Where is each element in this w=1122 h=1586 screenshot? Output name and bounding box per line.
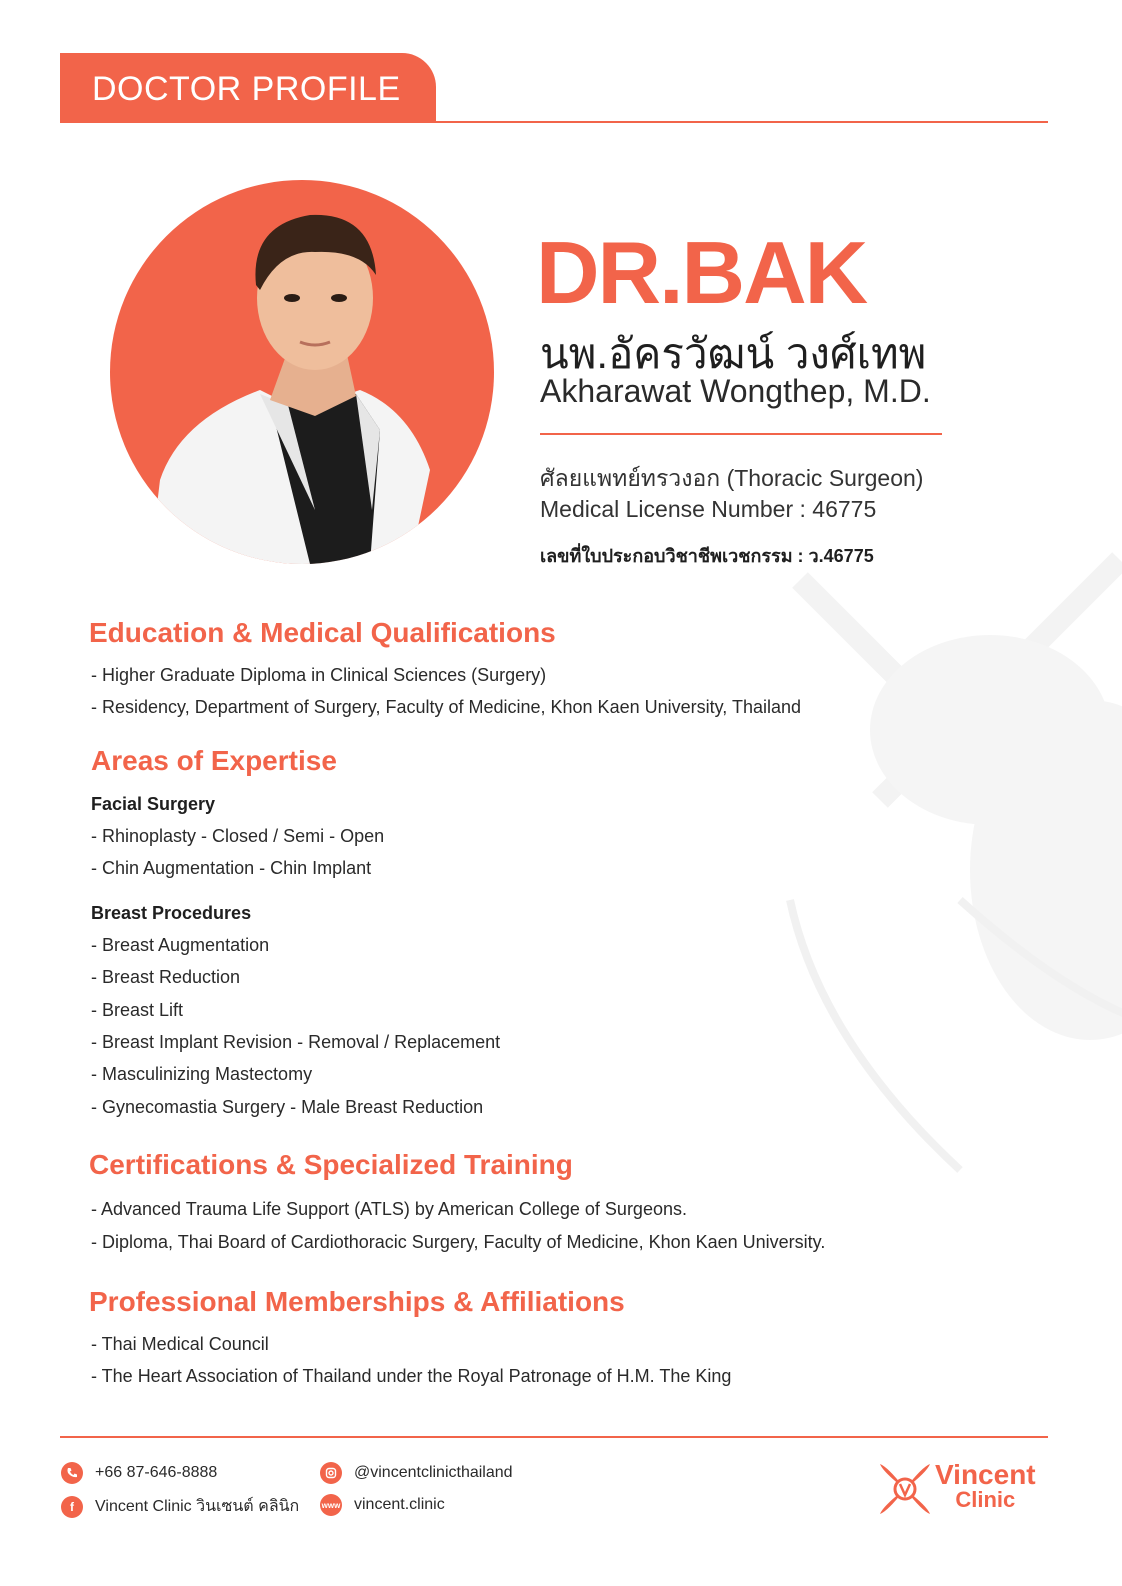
doctor-thai-name: นพ.อัครวัฒน์ วงศ์เทพ bbox=[540, 330, 927, 377]
education-heading: Education & Medical Qualifications bbox=[89, 617, 556, 648]
memberships-heading: Professional Memberships & Affiliations bbox=[89, 1286, 625, 1317]
license-number-th: เลขที่ใบประกอบวิชาชีพเวชกรรม : ว.46775 bbox=[540, 546, 874, 566]
facial-surgery-heading: Facial Surgery bbox=[91, 794, 216, 814]
list-item: - Residency, Department of Surgery, Faculty of Medicine, Khon Kaen University, Thailand bbox=[91, 697, 801, 717]
facebook-contact[interactable] bbox=[61, 1494, 299, 1519]
header-divider bbox=[60, 121, 1048, 123]
list-item: - Thai Medical Council bbox=[91, 1334, 269, 1354]
breast-procedures-heading: Breast Procedures bbox=[91, 903, 252, 923]
license-number-en: Medical License Number : 46775 bbox=[540, 496, 877, 522]
footer-divider bbox=[60, 1436, 1048, 1438]
instagram-handle: @vincentclinicthailand bbox=[354, 1464, 513, 1481]
website-contact[interactable] bbox=[320, 1494, 445, 1516]
watermark-flower-icon bbox=[760, 540, 1122, 1180]
list-item: - Breast Implant Revision - Removal / Replacement bbox=[91, 1032, 501, 1052]
list-item: - Higher Graduate Diploma in Clinical Sciences (Surgery) bbox=[91, 665, 547, 685]
list-item: - Gynecomastia Surgery - Male Breast Reduction bbox=[91, 1097, 484, 1117]
list-item: - Masculinizing Mastectomy bbox=[91, 1064, 313, 1084]
header-tab bbox=[60, 53, 436, 123]
phone-contact[interactable] bbox=[61, 1462, 217, 1484]
list-item: - Chin Augmentation - Chin Implant bbox=[91, 858, 372, 878]
list-item: - Breast Reduction bbox=[91, 967, 241, 987]
facebook-name: Vincent Clinic วินเซนต์ คลินิก bbox=[95, 1498, 300, 1515]
logo-line-1: Vincent bbox=[935, 1459, 1036, 1490]
list-item: - Advanced Trauma Life Support (ATLS) by American College of Surgeons. bbox=[91, 1199, 687, 1219]
expertise-heading: Areas of Expertise bbox=[91, 745, 337, 776]
clinic-logo-text bbox=[935, 1459, 1036, 1512]
name-divider bbox=[540, 433, 942, 435]
clinic-logo-icon bbox=[878, 1462, 932, 1516]
facebook-icon: f bbox=[61, 1496, 83, 1518]
logo-line-2: Clinic bbox=[955, 1487, 1016, 1512]
certifications-heading: Certifications & Specialized Training bbox=[89, 1149, 573, 1180]
list-item: - Breast Augmentation bbox=[91, 935, 270, 955]
phone-number: +66 87-646-8888 bbox=[95, 1464, 218, 1481]
list-item: - Breast Lift bbox=[91, 1000, 184, 1020]
website-url: vincent.clinic bbox=[354, 1496, 445, 1513]
doctor-specialty: ศัลยแพทย์ทรวงอก (Thoracic Surgeon) bbox=[540, 465, 924, 491]
web-icon: www bbox=[320, 1494, 342, 1516]
page-title: DOCTOR PROFILE bbox=[92, 70, 401, 108]
phone-icon bbox=[61, 1462, 83, 1484]
list-item: - The Heart Association of Thailand under the Royal Patronage of H.M. The King bbox=[91, 1366, 732, 1386]
doctor-nickname: DR.BAK bbox=[536, 223, 867, 322]
doctor-english-name: Akharawat Wongthep, M.D. bbox=[540, 373, 931, 409]
doctor-portrait bbox=[110, 180, 494, 564]
list-item: - Rhinoplasty - Closed / Semi - Open bbox=[91, 826, 385, 846]
instagram-contact[interactable] bbox=[320, 1462, 513, 1484]
list-item: - Diploma, Thai Board of Cardiothoracic Surgery, Faculty of Medicine, Khon Kaen University. bbox=[91, 1232, 826, 1252]
instagram-icon bbox=[320, 1462, 342, 1484]
